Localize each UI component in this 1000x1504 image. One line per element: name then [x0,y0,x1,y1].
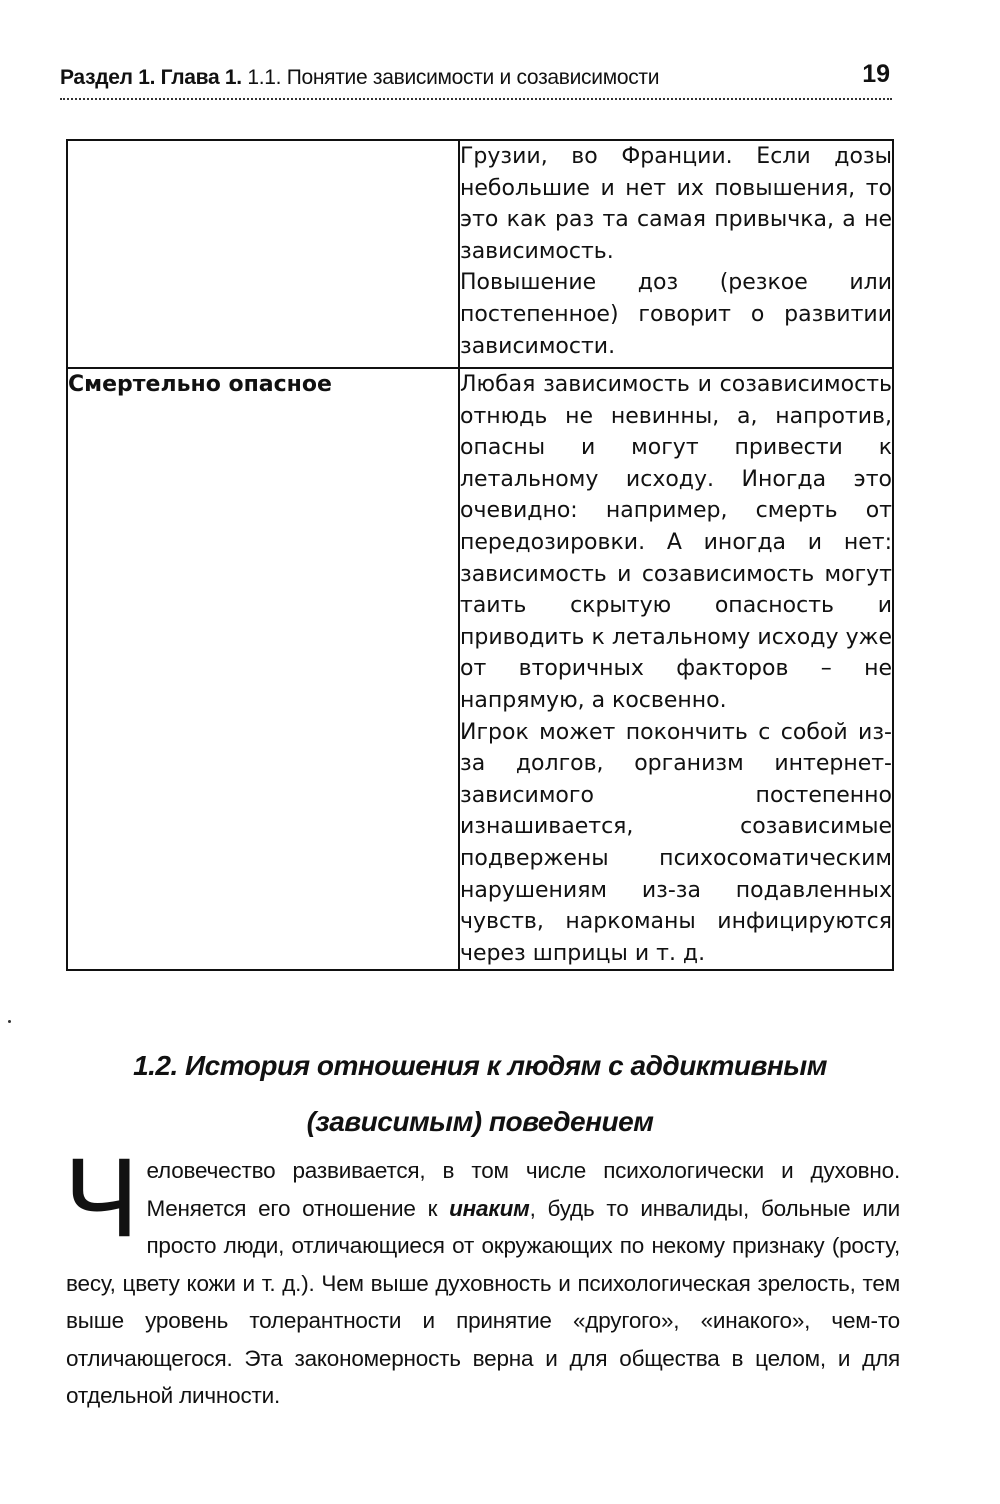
paragraph-text: еловечество развивается, в том числе психологически и духовно. Меняется его отношение к [146,1158,900,1221]
section-heading-line: 1.2. История отношения к людям с аддиктивным [133,1050,827,1081]
paragraph-text: , будь то инвалиды, больные или просто люди, отличающиеся от окружающих по некому признаку (росту, весу, цвету кожи и т. д.). Чем выше духовность и психологическая зрелость, тем выше уровень толерантности и принятие «другого», «инакого», чем-то отличающегося. Эта закономерность верна и для общества в целом, и для отдельной личности. [66,1195,900,1408]
section-heading [60,1038,900,1150]
comparison-table [66,139,894,971]
table-paragraph: Грузии, во Франции. Если дозы небольшие и нет их повышения, то это как раз та самая привычка, а не зависимость. [460,144,892,264]
body-paragraph [64,1135,900,1415]
section-heading-line: (зависимым) поведением [306,1106,654,1137]
table-cell-description [459,368,893,970]
emphasis-word: инаким [449,1195,530,1221]
header-subsection-title: 1.1. Понятие зависимости и созависимости [247,66,660,89]
table-paragraph: Игрок может покончить с собой из-за долгов, организм интернет-зависимого постепенно изнашивается, созависимые подвержены психосоматическим нарушениям из-за подавленных чувств, наркоманы инфицируются через шприцы и т. д. [460,719,892,966]
table-row [67,368,893,970]
table-cell-term: Смертельно опасное [67,368,459,970]
table-paragraph: Любая зависимость и созависимость отнюдь не невинны, а, напротив, опасны и могут привести к летальному исходу. Иногда это очевидно: например, смерть от передозировки. А иногда и нет: зависимость и созависимость могут таить скрытую опасность и приводить к летальному исходу уже от вторичных факторов – не напрямую, а косвенно. [460,372,892,713]
page-number: 19 [862,60,890,88]
table-cell-term [67,140,459,368]
header-title [60,66,659,90]
table-row [67,140,893,368]
table-cell-description [459,140,893,368]
header-section-label: Раздел 1. Глава 1. [60,66,242,89]
print-speck [8,1020,11,1023]
running-header [60,58,892,100]
drop-cap: Ч [64,1135,139,1260]
table-paragraph: Повышение доз (резкое или постепенное) говорит о развитии зависимости. [460,270,892,359]
